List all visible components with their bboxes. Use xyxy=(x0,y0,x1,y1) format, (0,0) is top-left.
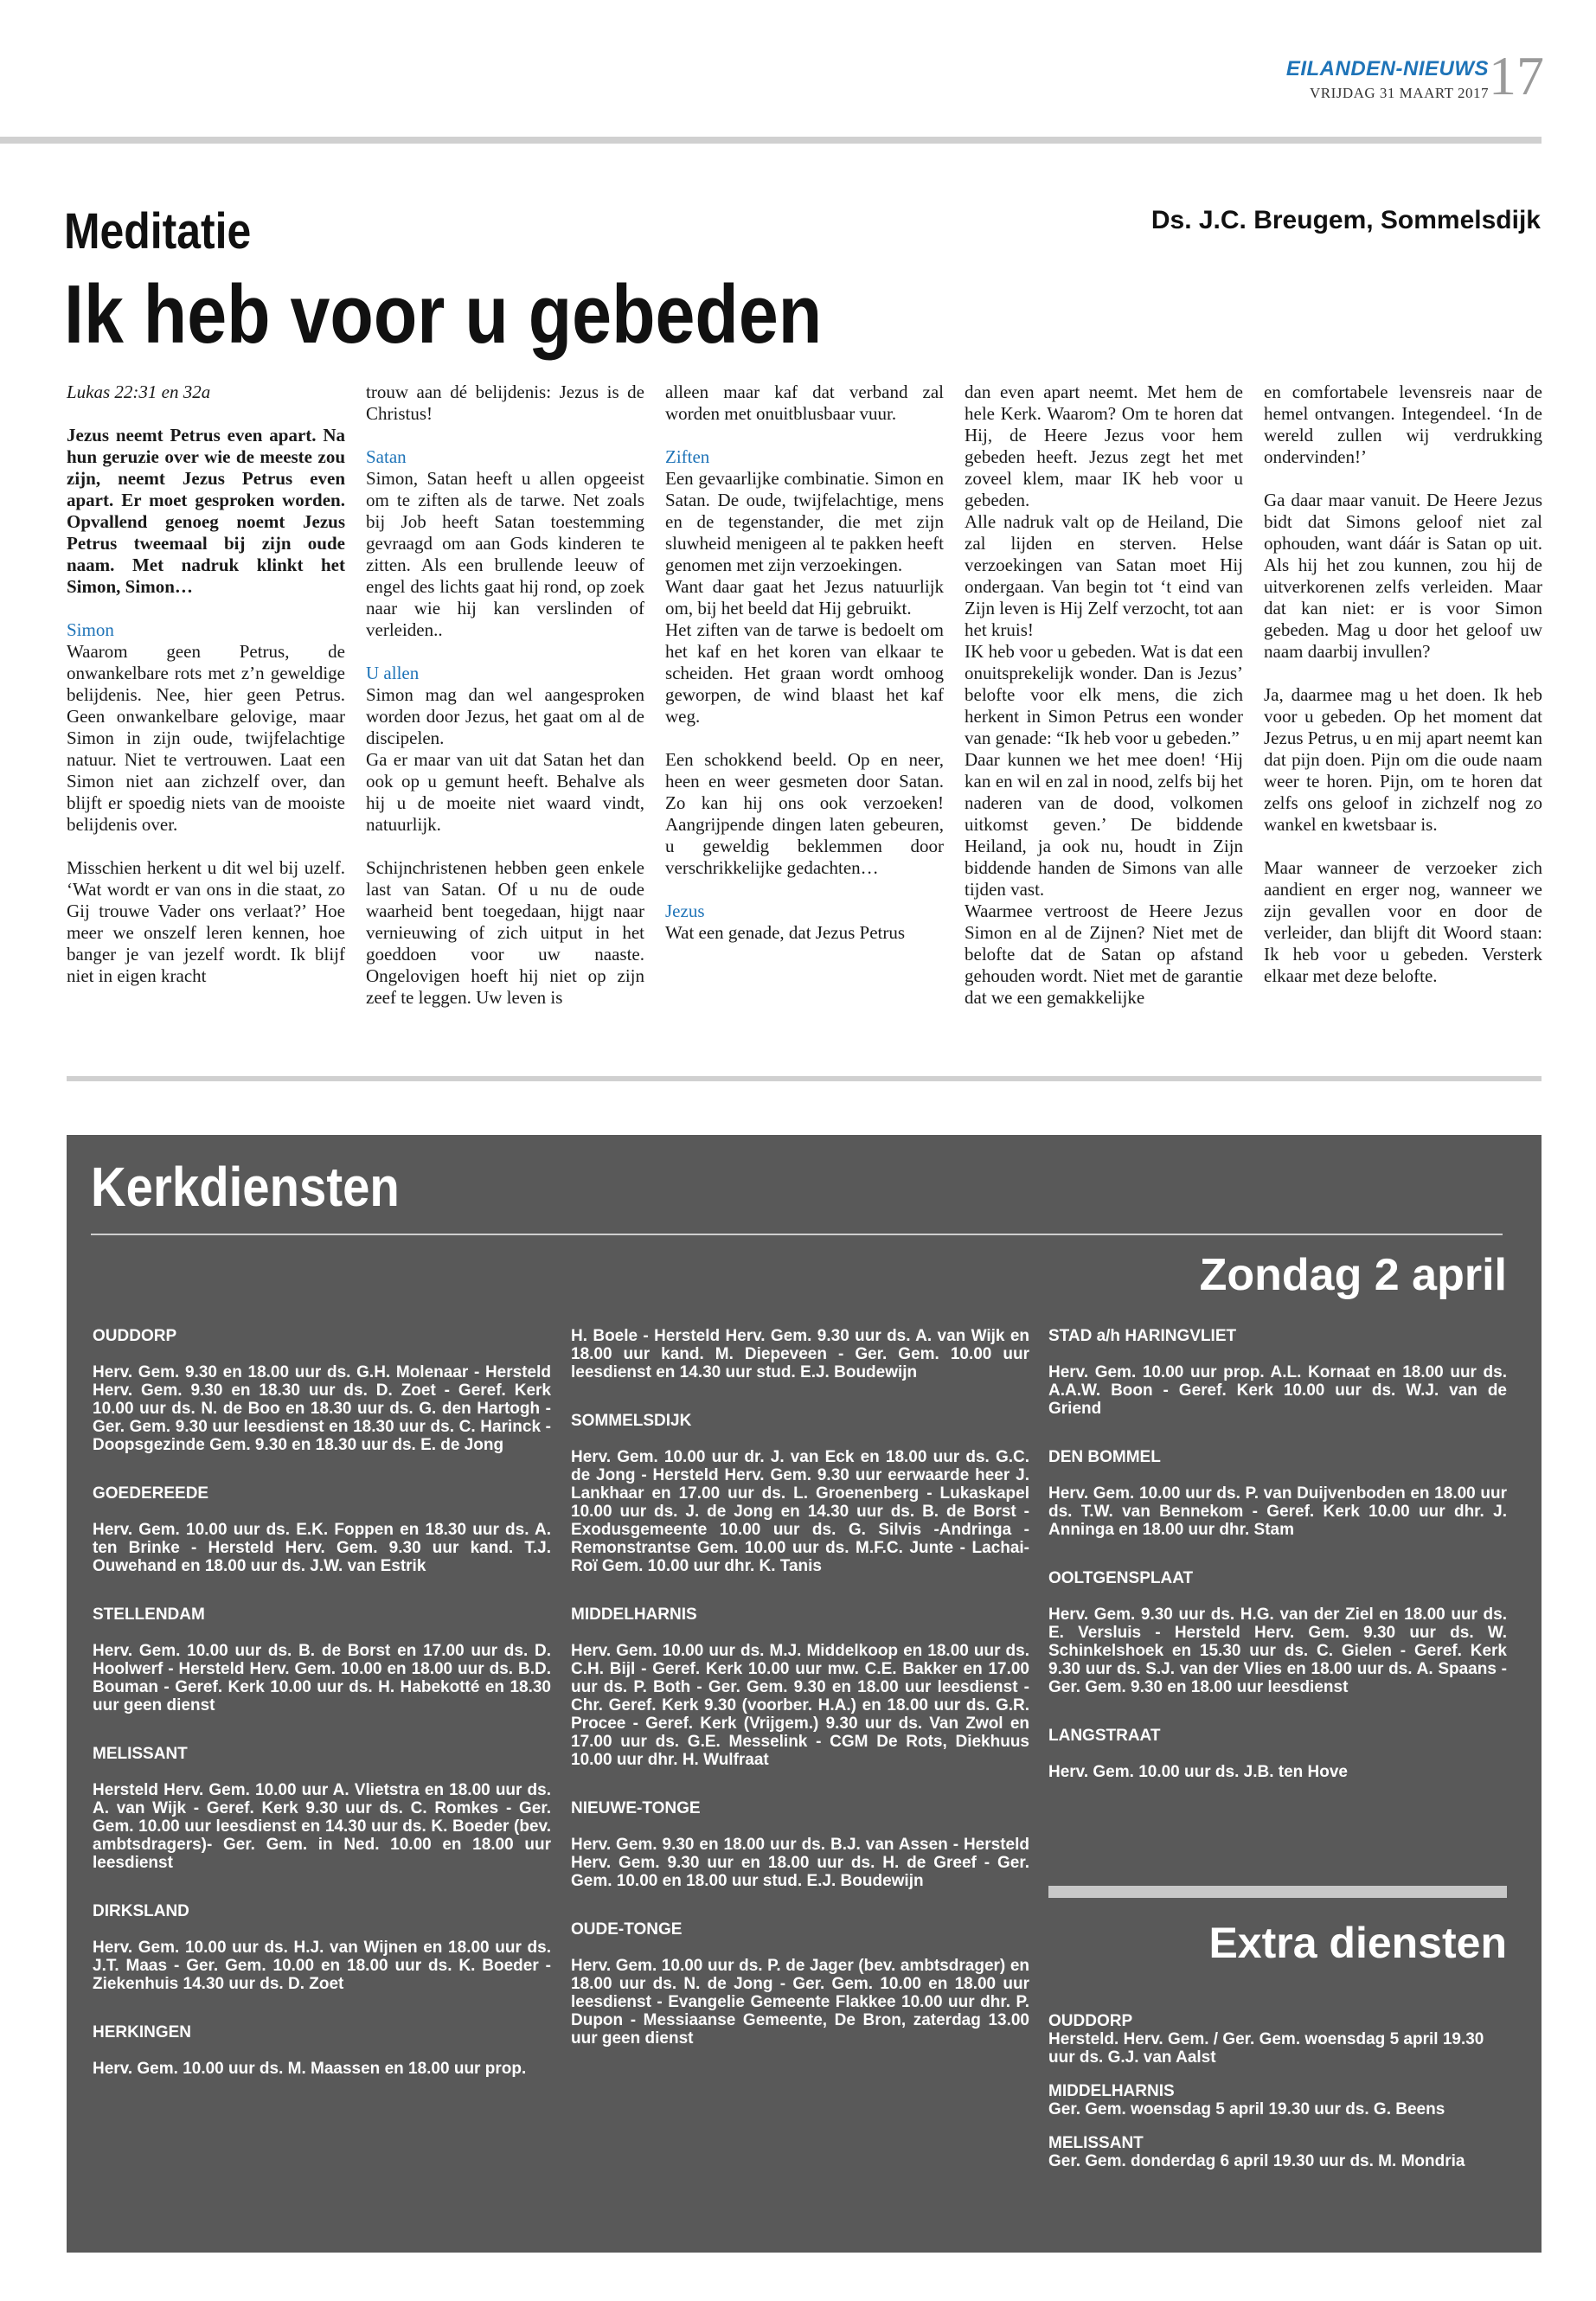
service-listing: Herv. Gem. 10.00 uur ds. E.K. Foppen en 18.30 uur ds. A. ten Brinke - Hersteld Herv. Gem. 9.30 uur kand. T.J. Ouwehand en 18.00 uur ds. J.W. van Estrik xyxy=(93,1521,551,1575)
services-date-heading: Zondag 2 april xyxy=(1199,1250,1507,1300)
entry-spacer xyxy=(571,1575,1029,1606)
subheading: Jezus xyxy=(665,901,705,921)
extra-services-divider xyxy=(1048,1886,1507,1898)
paragraph: Misschien herkent u dit wel bij uzelf. ‘Wat wordt er van ons in die staat, zo Gij trouwe Vader ons verlaat?’ Hoe meer we onszelf leren kennen, hoe banger je van jezelf wordt. Ik blijf niet in eigen kracht xyxy=(67,857,345,986)
service-listing: Herv. Gem. 10.00 uur ds. P. van Duijvenboden en 18.00 uur ds. T.W. van Bennekom - Geref. Kerk 10.00 uur dhr. J. Anninga en 18.00 uur dhr. Stam xyxy=(1048,1484,1507,1539)
paragraph: Ga er maar van uit dat Satan het dan ook op u gemunt heeft. Behalve als hij u de moeite niet waard vindt, natuurlijk. xyxy=(366,749,644,835)
lead-paragraph: Jezus neemt Petrus even apart. Na hun geruzie over wie de meeste zou zijn, neemt Jezus Petrus even apart. Er moet gesproken worden. Opvallend genoeg noemt Jezus Petrus tweemaal bij zijn oude naam. Met nadruk klinkt het Simon, Simon… xyxy=(67,425,345,597)
paragraph: Simon mag dan wel aangesproken worden door Jezus, het gaat om al de discipelen. xyxy=(366,684,644,748)
town-heading: NIEUWE-TONGE xyxy=(571,1799,701,1817)
entry-spacer xyxy=(93,1715,551,1745)
paragraph: Waarom geen Petrus, de onwankelbare rots met z’n geweldige belijdenis. Nee, hier geen Petrus. Geen onwankelbare gelovige, maar Simon in zijn oude, twijfelachtige natuur. Niet te vertrouwen. Laat een Simon niet aan zichzelf over, dan blijft er spoedig niets van de mooiste belijdenis over. xyxy=(67,641,345,835)
church-services-box xyxy=(67,1135,1542,2253)
paragraph: Het ziften van de tarwe is bedoelt om het kaf en het koren van elkaar te scheiden. Het graan wordt omhoog geworpen, de wind blaast het kaf weg. xyxy=(665,619,944,727)
entry-spacer xyxy=(93,1575,551,1606)
paragraph-spacer xyxy=(665,879,944,901)
paragraph: Waarmee vertroost de Heere Jezus Simon en al de Zijnen? Niet met de belofte dat de Satan op afstand gehouden wordt. Niet met de garantie dat we een gemakkelijke xyxy=(965,901,1243,1008)
town-heading: GOEDEREEDE xyxy=(93,1484,209,1503)
entry-spacer xyxy=(1048,1418,1507,1448)
town-heading: DIRKSLAND xyxy=(93,1902,189,1920)
service-listing: Hersteld Herv. Gem. 10.00 uur A. Vlietstra en 18.00 uur ds. A. van Wijk - Geref. Kerk 9.30 uur ds. C. Romkes - Ger. Gem. 10.00 uur leesdienst en 14.30 uur ds. K. Boeder (bev. ambtsdragers)- Ger. Gem. in Ned. 10.00 en 18.00 uur leesdienst xyxy=(93,1781,551,1872)
entry-spacer xyxy=(93,1872,551,1902)
entry-spacer xyxy=(93,1993,551,2023)
service-listing: Herv. Gem. 9.30 uur ds. H.G. van der Ziel en 18.00 uur ds. E. Versluis - Hersteld Herv. Gem. 9.30 uur ds. W. Schinkelshoek en 15.30 uur ds. C. Gielen - Geref. Kerk 9.30 uur ds. S.J. van der Vlies en 18.00 uur ds. A. Spaans - Ger. Gem. 9.30 en 18.00 uur leesdienst xyxy=(1048,1606,1507,1696)
paragraph: Maar wanneer de verzoeker zich aandient en erger nog, wanneer we zijn gevallen voor en door de verleider, dan blijft dit Woord staan: Ik heb voor u gebeden. Versterk elkaar met deze belofte. xyxy=(1264,857,1542,986)
service-listing: Herv. Gem. 10.00 uur ds. H.J. van Wijnen en 18.00 uur ds. J.T. Maas - Ger. Gem. 10.00 en 18.00 uur ds. K. Boeder - Ziekenhuis 14.30 uur ds. D. Zoet xyxy=(93,1939,551,1993)
town-heading: SOMMELSDIJK xyxy=(571,1412,692,1430)
page-number: 17 xyxy=(1489,45,1544,106)
paragraph: Daar kunnen we het mee doen! ‘Hij kan en wil en zal in nood, zelfs bij het naderen van de dood, volkomen uitkomst geven.’ De biddende Heiland, ja ook nu, houdt in Zijn biddende handen de Simons van alle tijden vast. xyxy=(965,749,1243,900)
service-listing: Herv. Gem. 10.00 uur ds. J.B. ten Hove xyxy=(1048,1763,1348,1781)
paragraph: en comfortabele levensreis naar de hemel ontvangen. Integendeel. ‘In de wereld zullen wij verdrukking ondervinden!’ xyxy=(1264,381,1542,467)
entry-spacer xyxy=(1048,2067,1507,2082)
paragraph-spacer xyxy=(1264,468,1542,490)
paragraph-spacer xyxy=(1264,836,1542,857)
paragraph: dan even apart neemt. Met hem de hele Kerk. Waarom? Om te horen dat Hij, de Heere Jezus voor hem gebeden heeft. Jezus zegt het met zoveel klem, maar IK heb voor u gebeden. xyxy=(965,381,1243,510)
service-listing: Ger. Gem. woensdag 5 april 19.30 uur ds. G. Beens xyxy=(1048,2100,1445,2118)
entry-spacer xyxy=(571,1769,1029,1799)
town-heading: MELISSANT xyxy=(93,1745,188,1763)
paragraph-spacer xyxy=(366,641,644,663)
article-column-4 xyxy=(965,381,1243,1009)
article-author: Ds. J.C. Breugem, Sommelsdijk xyxy=(1151,206,1541,234)
paragraph: alleen maar kaf dat verband zal worden met onuitblusbaar vuur. xyxy=(665,381,944,424)
paragraph: Een gevaarlijke combinatie. Simon en Satan. De oude, twijfelachtige, mens en de tegenstander, die met zijn sluwheid menigeen al te pakken heeft genomen met zijn verzoekingen. xyxy=(665,468,944,575)
town-heading: OOLTGENSPLAAT xyxy=(1048,1569,1194,1587)
paragraph-spacer xyxy=(665,425,944,446)
paragraph: trouw aan dé belijdenis: Jezus is de Christus! xyxy=(366,381,644,424)
service-listing: Herv. Gem. 9.30 en 18.00 uur ds. B.J. van Assen - Hersteld Herv. Gem. 9.30 uur en 18.00 uur ds. H. de Greef - Ger. Gem. 10.00 en 18.00 uur stud. E.J. Boudewijn xyxy=(571,1836,1029,1890)
paragraph: Simon, Satan heeft u allen opgeeist om te ziften als de tarwe. Net zoals bij Job heeft Satan toestemming gevraagd om aan Gods kinderen te zitten. Als een brullende leeuw of engel des lichts gaat hij rond, op zoek naar wie hij kan verslinden of verleiden.. xyxy=(366,468,644,640)
publication-date: VRIJDAG 31 MAART 2017 xyxy=(1309,85,1489,101)
paragraph-spacer xyxy=(67,836,345,857)
paragraph: Ga daar maar vanuit. De Heere Jezus bidt dat Simons geloof niet zal ophouden, want dáár is Satan op uit. Als hij het zou kunnen, zou hij de uitverkorenen zelfs verleiden. Maar dat kan niet: er is voor Simon gebeden. Mag u door het geloof uw naam daarbij invullen? xyxy=(1264,490,1542,662)
service-listing: Herv. Gem. 10.00 uur ds. M. Maassen en 18.00 uur prop. xyxy=(93,2060,527,2078)
entry-spacer xyxy=(1048,1696,1507,1727)
article-column-5 xyxy=(1264,381,1542,987)
services-column-2 xyxy=(571,1327,1029,2048)
paragraph: Ja, daarmee mag u het doen. Ik heb voor u gebeden. Op het moment dat Jezus Petrus, u en mij apart neemt kan dat pijn doen. Pijn om die oude naam weer te horen. Pijn, om te horen dat zelfs ons geloof in zichzelf nog zo wankel en kwetsbaar is. xyxy=(1264,684,1542,835)
service-listing: Herv. Gem. 10.00 uur dr. J. van Eck en 18.00 uur ds. G.C. de Jong - Hersteld Herv. Gem. 9.30 uur eerwaarde heer J. Lankhaar en 17.00 uur ds. L. Groenenberg - Lukaskapel 10.00 uur ds. J. de Jong en 14.30 uur ds. B. de Borst - Exodusgemeente 10.00 uur ds. G. Silvis -Andringa - Remonstrantse Gem. 10.00 uur ds. M.F.C. Junte - Lachai-Roï Gem. 10.00 uur dhr. K. Tanis xyxy=(571,1448,1029,1575)
subheading: Simon xyxy=(67,619,114,640)
entry-spacer xyxy=(1048,2118,1507,2134)
service-listing: Hersteld. Herv. Gem. / Ger. Gem. woensdag 5 april 19.30 uur ds. G.J. van Aalst xyxy=(1048,2030,1484,2067)
services-title-rule xyxy=(91,1234,1503,1235)
extra-services-list xyxy=(1048,2012,1507,2170)
services-column-1 xyxy=(93,1327,551,2078)
entry-spacer xyxy=(1048,1539,1507,1569)
paragraph: Wat een genade, dat Jezus Petrus xyxy=(665,922,906,943)
paragraph-spacer xyxy=(665,727,944,749)
masthead xyxy=(1286,59,1489,102)
service-listing: Ger. Gem. donderdag 6 april 19.30 uur ds. M. Mondria xyxy=(1048,2152,1465,2170)
town-heading: OUDE-TONGE xyxy=(571,1920,683,1939)
town-heading: LANGSTRAAT xyxy=(1048,1727,1161,1745)
article-column-2 xyxy=(366,381,644,1009)
paragraph-spacer xyxy=(67,598,345,619)
entry-spacer xyxy=(93,1454,551,1484)
paragraph: IK heb voor u gebeden. Wat is dat een onuitsprekelijk wonder. Dan is Jezus’ belofte voor elk mens, die zich herkent in Simon Petrus een wonder van genade: “Ik heb voor u gebeden.” xyxy=(965,641,1243,748)
town-heading: OUDDORP xyxy=(1048,2012,1133,2030)
town-heading: MELISSANT xyxy=(1048,2134,1144,2152)
extra-services-title: Extra diensten xyxy=(1208,1919,1507,1967)
paragraph-spacer xyxy=(67,403,345,425)
scripture-reference: Lukas 22:31 en 32a xyxy=(67,381,211,402)
town-heading: MIDDELHARNIS xyxy=(1048,2082,1175,2100)
article-column-1 xyxy=(67,381,345,987)
subheading: U allen xyxy=(366,663,420,683)
paragraph-spacer xyxy=(366,836,644,857)
service-listing: Herv. Gem. 10.00 uur ds. B. de Borst en 17.00 uur ds. D. Hoolwerf - Hersteld Herv. Gem. 10.00 en 18.00 uur ds. B.D. Bouman - Geref. Kerk 10.00 uur ds. H. Habekotté en 18.30 uur geen dienst xyxy=(93,1642,551,1715)
service-listing: Herv. Gem. 10.00 uur ds. M.J. Middelkoop en 18.00 uur ds. C.H. Bijl - Geref. Kerk 10.00 uur mw. C.E. Bakker en 17.00 uur ds. P. Both - Ger. Gem. 9.30 en 18.00 uur leesdienst - Chr. Geref. Kerk 9.30 (voorber. H.A.) en 18.00 uur ds. G.R. Procee - Geref. Kerk (Vrijgem.) 9.30 uur ds. Van Zwol en 17.00 uur ds. G.E. Messelink - CGM De Rots, Diekhuus 10.00 uur dhr. H. Wulfraat xyxy=(571,1642,1029,1769)
town-heading: STELLENDAM xyxy=(93,1606,205,1624)
subheading: Ziften xyxy=(665,446,710,467)
entry-spacer xyxy=(571,1890,1029,1920)
paragraph: Want daar gaat het Jezus natuurlijk om, bij het beeld dat Hij gebruikt. xyxy=(665,576,944,619)
article-column-3 xyxy=(665,381,944,944)
section-divider xyxy=(67,1076,1542,1081)
town-heading: DEN BOMMEL xyxy=(1048,1448,1161,1466)
paragraph: Alle nadruk valt op de Heiland, Die zal lijden en sterven. Helse verzoekingen van Satan moet Hij ondergaan. Van begin tot ‘t eind van Zijn leven is Hij Zelf verzocht, tot aan het kruis! xyxy=(965,511,1243,640)
services-title: Kerkdiensten xyxy=(91,1156,400,1218)
header-divider xyxy=(0,137,1542,144)
paragraph: Schijnchristenen hebben geen enkele last van Satan. Of u nu de oude waarheid bent toegedaan, hijgt naar vernieuwing of zich uitput in het goeddoen voor uw naaste. Ongelovigen hoeft hij niet op zijn zeef te leggen. Uw leven is xyxy=(366,857,644,1008)
town-heading: HERKINGEN xyxy=(93,2023,192,2041)
paragraph-spacer xyxy=(1264,663,1542,684)
service-listing: Herv. Gem. 9.30 en 18.00 uur ds. G.H. Molenaar - Hersteld Herv. Gem. 9.30 en 18.30 uur ds. D. Zoet - Geref. Kerk 10.00 uur ds. N. de Boo en 18.30 uur ds. G. den Hartogh - Ger. Gem. 9.30 uur leesdienst en 18.30 uur ds. C. Harinck - Doopsgezinde Gem. 9.30 en 18.30 uur ds. E. de Jong xyxy=(93,1363,551,1454)
town-heading: STAD a/h HARINGVLIET xyxy=(1048,1327,1237,1345)
service-listing: Herv. Gem. 10.00 uur ds. P. de Jager (bev. ambtsdrager) en 18.00 uur ds. N. de Jong - Ger. Gem. 10.00 en 18.00 uur leesdienst - Evangelie Gemeente Flakkee 10.00 uur dhr. P. Dupon - Messiaanse Gemeente, De Bron, zaterdag 13.00 uur geen dienst xyxy=(571,1957,1029,2048)
section-kicker: Meditatie xyxy=(64,203,252,260)
article-body xyxy=(67,381,1542,1074)
paragraph: Een schokkend beeld. Op en neer, heen en weer gesmeten door Satan. Zo kan hij ons ook verzoeken! Aangrijpende dingen laten gebeuren, u geweldig beklemmen door verschrikkelijke gedachten… xyxy=(665,749,944,878)
subheading: Satan xyxy=(366,446,407,467)
town-heading: MIDDELHARNIS xyxy=(571,1606,697,1624)
article-headline: Ik heb voor u gebeden xyxy=(64,268,823,361)
paragraph-spacer xyxy=(366,425,644,446)
service-listing: H. Boele - Hersteld Herv. Gem. 9.30 uur ds. A. van Wijk en 18.00 uur kand. M. Diepeveen - Ger. Gem. 10.00 uur leesdienst en 14.30 uur stud. E.J. Boudewijn xyxy=(571,1327,1029,1381)
newspaper-logo: EILANDEN-NIEUWS xyxy=(1285,57,1489,80)
service-listing: Herv. Gem. 10.00 uur prop. A.L. Kornaat en 18.00 uur ds. A.A.W. Boon - Geref. Kerk 10.00 uur ds. W.J. van de Griend xyxy=(1048,1363,1507,1418)
services-column-3 xyxy=(1048,1327,1507,1781)
town-heading: OUDDORP xyxy=(93,1327,177,1345)
entry-spacer xyxy=(571,1381,1029,1412)
